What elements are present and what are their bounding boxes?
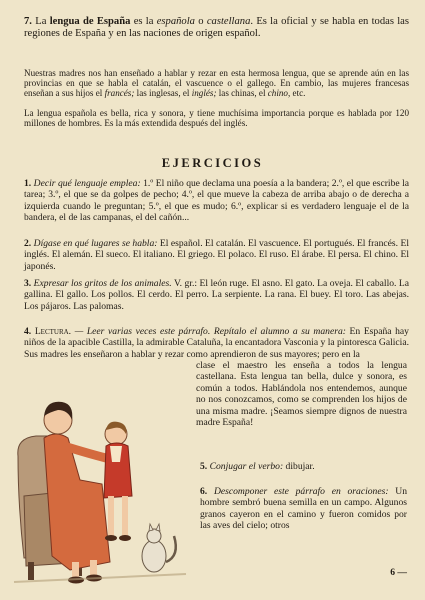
exercise-2: 2. Dígase en qué lugares se habla: El español. El catalán. El vascuence. El portugués. El francés. El inglés. El alemán. El sueco. El italiano. El griego. El polaco. El ruso. El árabe. El persa. El chino. El japonés.	[24, 238, 409, 272]
exercise-4: 4. Lectura. — Leer varias veces este párrafo. Repítalo el alumno a su manera: En España hay niños de la apacible Castilla, la admirable Cataluña, la encantadora Vasconia y la pintoresca Galicia. Sus madres les enseñaron a hablar y rezar como aprendieron de sus mayores; pero en la	[24, 326, 409, 360]
bold-term: lengua de España	[49, 16, 131, 27]
exercise-3: 3. Expresar los gritos de los animales. V. gr.: El león ruge. El asno. El gato. La oveja. El caballo. La gallina. El gallo. Los pollos. El cerdo. El perro. La serpiente. La rana. El buey. El toro. Las abejas. Los pájaros. Las palomas.	[24, 278, 410, 312]
ejercicios-heading: EJERCICIOS	[161, 156, 264, 170]
exercise-1: 1. Decir qué lenguaje emplea: 1.º El niño que declama una poesía a la bandera; 2.º, el que escribe la tarea; 3.º, el que se da golpes de pecho; 4.º, el que mueve la cabeza de arriba abajo o de derecha a izquierda cuando le preguntan; 5.º, el que es mudo; 6.º, explicar si es verdadero lenguaje el de la bandera, el de las campanas, el del cañón...	[24, 178, 409, 224]
section-7-paragraph-3: La lengua española es bella, rica y sonora, y tiene muchísima importancia porque es hablada por 120 millones de hombres. Es la más extendida después del inglés.	[24, 108, 409, 129]
page-number: 6 —	[390, 567, 407, 578]
exercise-6: 6. Descomponer este párrafo en oraciones: Un hombre sembró buena semilla en un campo. Algunos granos cayeron en el camino y fueron comidos por las aves del cielo; otros	[200, 486, 407, 532]
exercise-5: 5. Conjugar el verbo: dibujar.	[200, 461, 315, 472]
exercise-4-continued: clase el maestro les enseña a todos la lengua castellana. Esta lengua tan bella, dulce y sonora, es común a todos. Hablándola nos entendemos, aunque no nos conozcamos, como se comprenden los hijos de una misma madre. ¡Seamos siempre dignos de nuestra madre España!	[196, 360, 407, 429]
mother-child-illustration	[10, 386, 190, 590]
section-number: 7.	[24, 16, 32, 27]
section-7: 7. La lengua de España es la española o castellana. Es la oficial y se habla en todas las regiones de España y en las naciones de origen español.	[24, 16, 409, 40]
section-7-paragraph-2: Nuestras madres nos han enseñado a hablar y rezar en esta hermosa lengua, que se aprende aún en las provincias en que se habla el catalán, el vascuence o el gallego. En cambio, las mujeres francesas enseñan a sus hijos el francés; las inglesas, el inglés; las chinas, el chino, etc.	[24, 68, 409, 99]
